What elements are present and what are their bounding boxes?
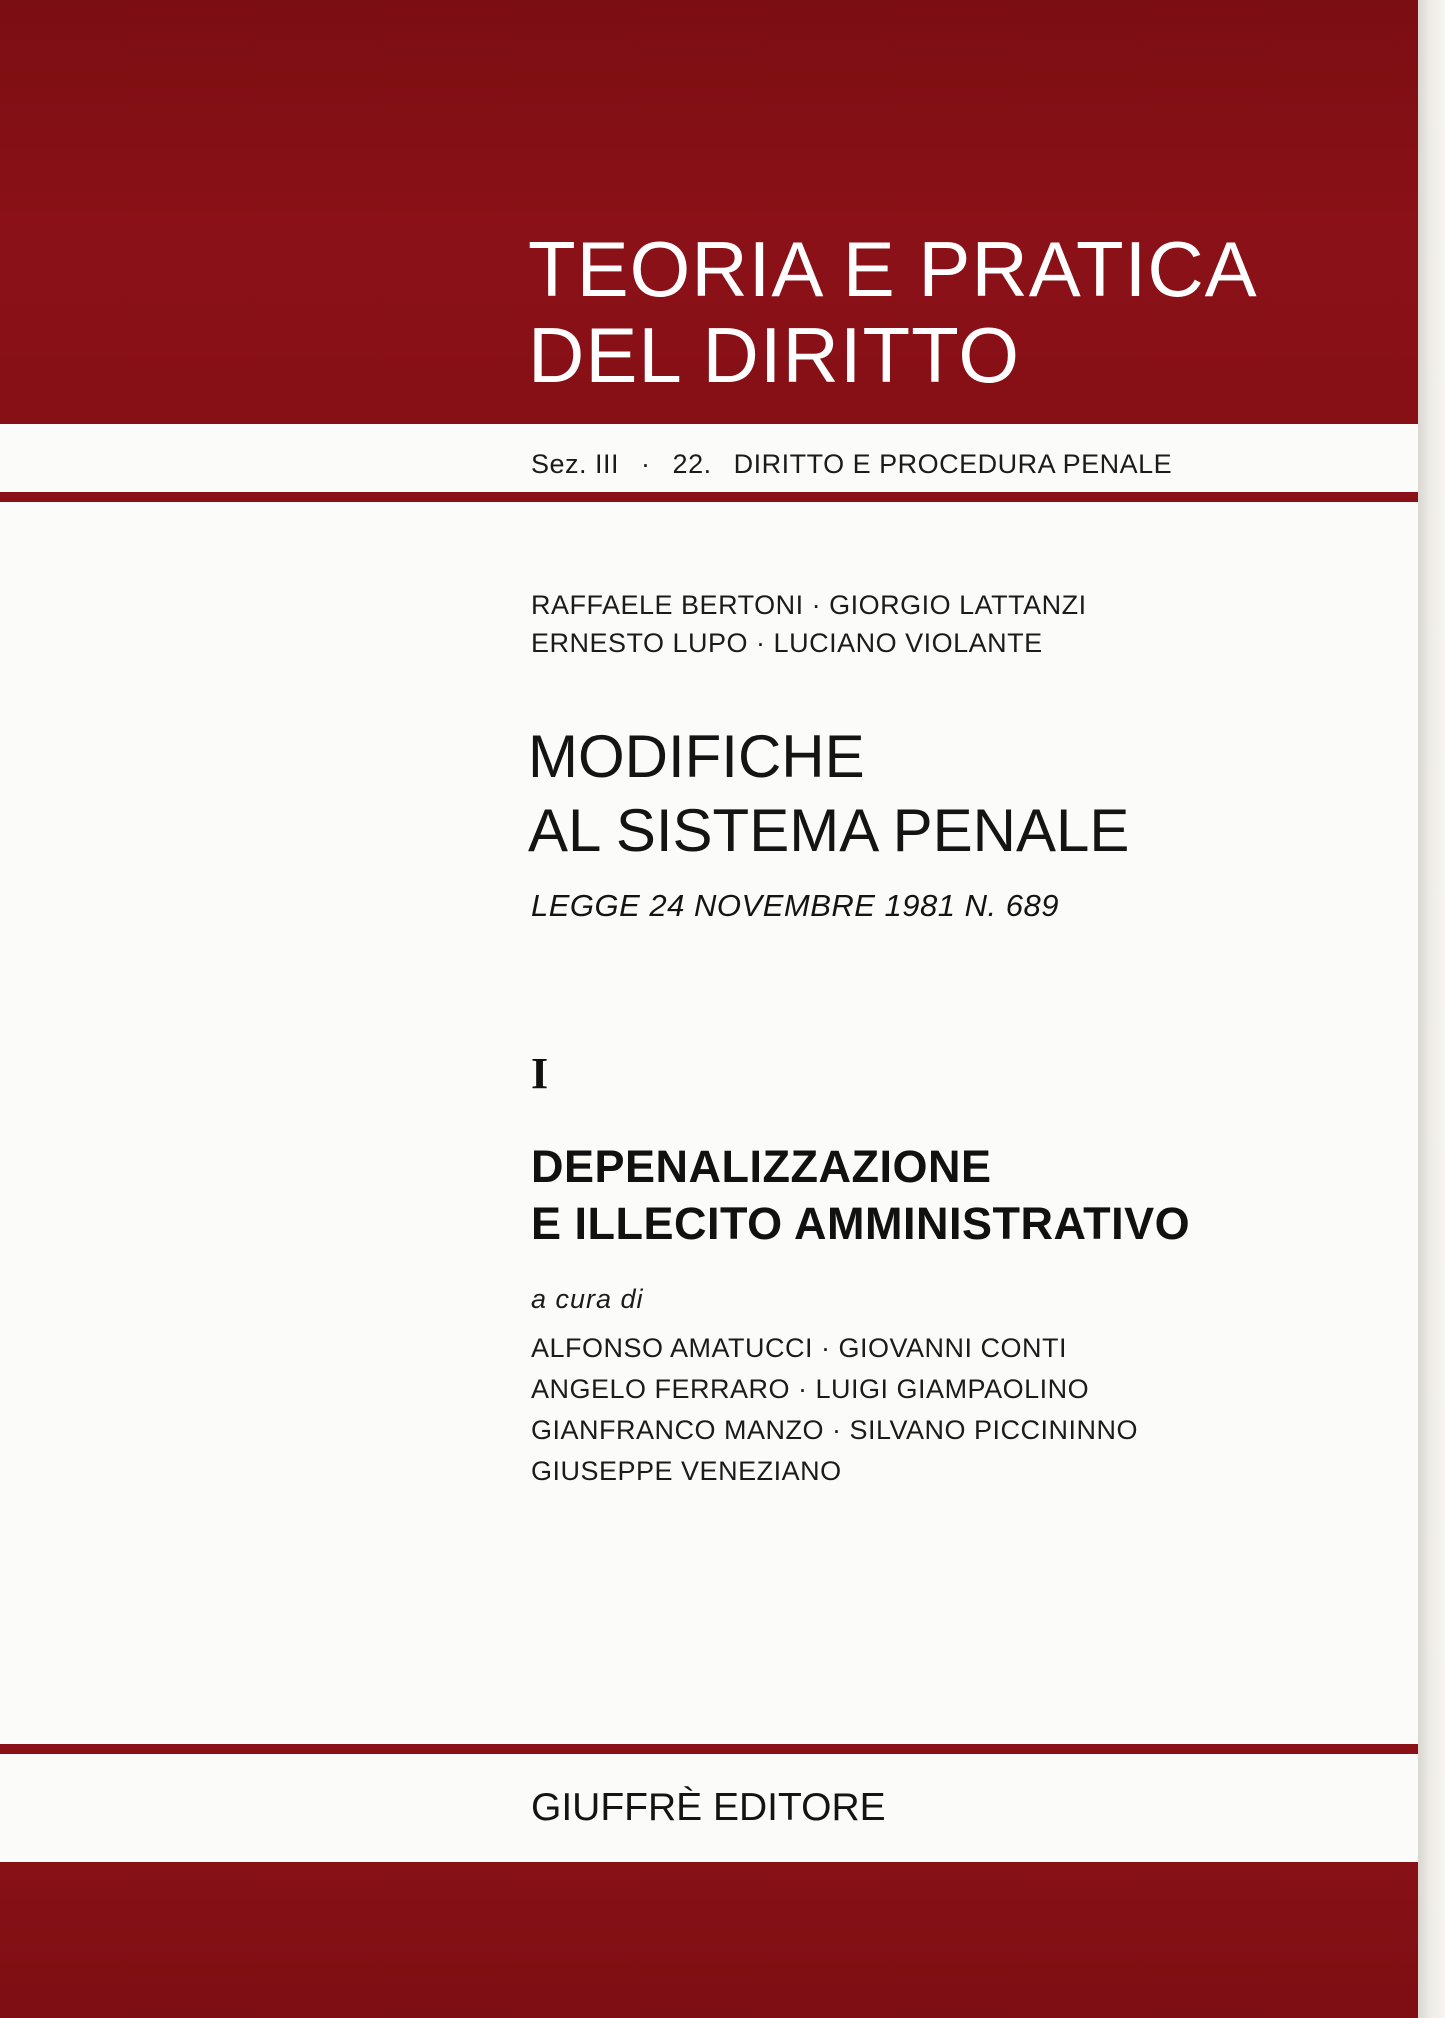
curator-line: GIUSEPPE VENEZIANO [531,1456,842,1486]
author-line: RAFFAELE BERTONI · GIORGIO LATTANZI [531,590,1087,620]
curator-line: ANGELO FERRARO · LUIGI GIAMPAOLINO [531,1374,1090,1404]
volume-number: I [531,1049,549,1098]
page-edge [1418,0,1445,2018]
volume-title [531,1138,1391,1252]
section-number: 22. [672,449,712,479]
section-divider [0,492,1418,502]
authors [531,586,1391,662]
series-title-line: TEORIA E PRATICA [528,225,1258,313]
curator-line: ALFONSO AMATUCCI · GIOVANNI CONTI [531,1333,1068,1363]
book-title-line: AL SISTEMA PENALE [528,797,1130,864]
publisher-name: GIUFFRÈ EDITORE [531,1786,886,1829]
book-title-line: MODIFICHE [528,723,865,790]
section-label: Sez. III [531,449,620,479]
volume-title-line: DEPENALIZZAZIONE [531,1141,992,1192]
bottom-color-band [0,1862,1418,2018]
series-section [531,449,1391,480]
series-title-line: DEL DIRITTO [528,311,1021,399]
series-title [528,226,1388,398]
curators-list [531,1328,1391,1492]
curators-label: a cura di [531,1284,644,1314]
section-subject: DIRITTO E PROCEDURA PENALE [733,449,1173,479]
author-line: ERNESTO LUPO · LUCIANO VIOLANTE [531,628,1043,658]
law-reference: LEGGE 24 NOVEMBRE 1981 N. 689 [531,888,1059,923]
book-title [528,720,1388,868]
volume-title-line: E ILLECITO AMMINISTRATIVO [531,1198,1191,1249]
curator-line: GIANFRANCO MANZO · SILVANO PICCININNO [531,1415,1139,1445]
publisher-divider [0,1744,1418,1754]
section-separator: · [641,449,651,479]
